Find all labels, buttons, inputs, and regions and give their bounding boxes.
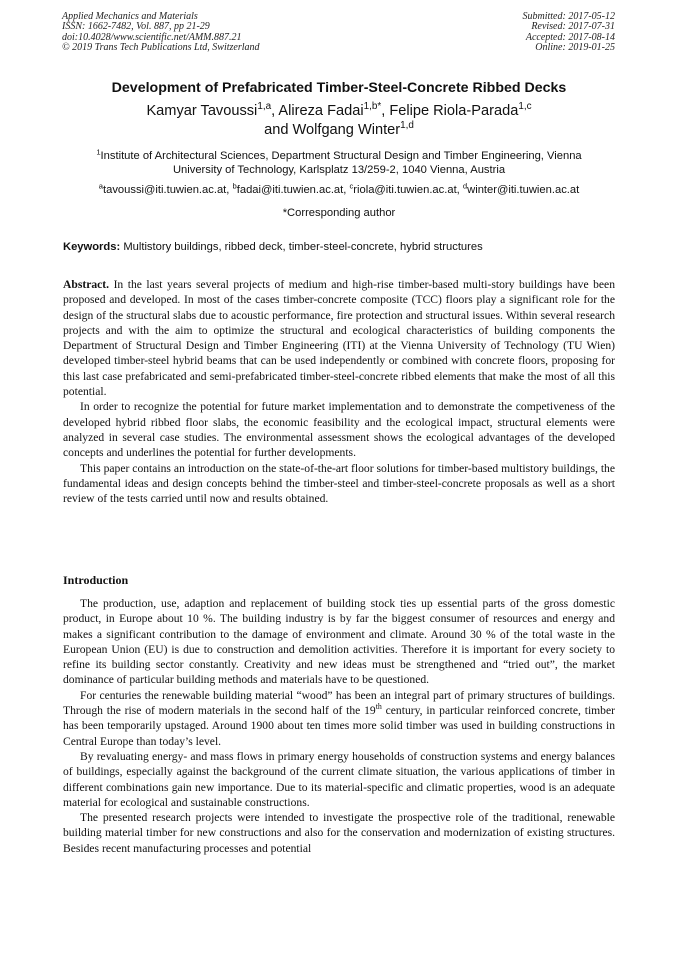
abstract [63, 277, 615, 506]
email-d[interactable]: winter@iti.tuwien.ac.at [467, 184, 580, 196]
date-online: Online: 2019-01-25 [535, 41, 615, 53]
journal-copyright: © 2019 Trans Tech Publications Ltd, Switzerland [62, 41, 260, 53]
affiliation [50, 149, 628, 177]
keywords-text: Multistory buildings, ribbed deck, timber-steel-concrete, hybrid structures [123, 241, 483, 253]
author-4-affil: 1,d [400, 120, 414, 132]
author-and: and [264, 122, 289, 138]
intro-p2-part-a: For centuries the renewable building material “wood” has been an integral part of primary structures of buildings. Through the rise of modern materials in the second half of the 19 [63, 688, 615, 718]
intro-paragraph-2 [63, 688, 615, 749]
introduction-body [63, 596, 615, 856]
email-a[interactable]: tavoussi@iti.tuwien.ac.at, [103, 184, 230, 196]
email-d-marker: d [462, 181, 468, 191]
abstract-p1-text: In the last years several projects of medium and high-rise timber-based multi-story buildings have been proposed and developed. In most of the cases timber-concrete composite (TCC) floors play a significant role for the design of the structural slabs due to acoustic performance, fire protection and structural issues. Within several research projects and with the aim to optimize the structural and ecological characteristics of building components the Department of Structural Design and Timber Engineering (ITI) at the Vienna University of Technology (TU Wien) developed timber-steel hybrid beams that can be used independently or combined with concrete floors, proposing for this last case prefabricated and semi-prefabricated timber-steel-concrete ribbed elements that make the most of all this potential. [63, 278, 615, 399]
affiliation-line-1: Institute of Architectural Sciences, Department Structural Design and Timber Engineering, Vienna [100, 150, 582, 162]
intro-paragraph-1: The production, use, adaption and replacement of building stock ties up essential parts of the gross domestic product, in Europe about 10 %. The building industry is by far the biggest consumer of resources and energy and makes a significant contribution to the damage of environment and climate. Around 30 % of the total waste in the European Union (EU) is due to construction and demolition activities. Therefore it is important for every society to refine its building sector constantly. Creativity and new ideas must be strengthened and “tried out”, the market dominance of particular building methods and materials have to be questioned. [63, 597, 615, 687]
author-3: Felipe Riola-Parada [389, 103, 519, 119]
author-1-affil: 1,a [257, 101, 272, 113]
abstract-label: Abstract. [63, 278, 110, 291]
journal-name: Applied Mechanics and Materials [62, 11, 198, 22]
introduction-heading: Introduction [63, 573, 129, 587]
keywords [63, 241, 615, 253]
intro-paragraph-4: The presented research projects were intended to investigate the prospective role of the traditional, renewable building material timber for new constructions and also for the conservation and modernization of existing structures. Besides recent manufacturing processes and potential [63, 811, 615, 855]
date-submitted: Submitted: 2017-05-12 [522, 11, 615, 22]
keywords-label: Keywords: [63, 241, 121, 253]
email-c-marker: c [349, 181, 354, 191]
affiliation-number: 1 [96, 147, 101, 157]
paper-title: Development of Prefabricated Timber-Steel-Concrete Ribbed Decks [111, 80, 567, 96]
email-c[interactable]: riola@iti.tuwien.ac.at, [353, 184, 460, 196]
date-revised: Revised: 2017-07-31 [531, 21, 615, 33]
journal-doi: doi:10.4028/www.scientific.net/AMM.887.21 [62, 31, 242, 43]
email-b[interactable]: fadai@iti.tuwien.ac.at, [236, 184, 347, 196]
date-accepted: Accepted: 2017-08-14 [525, 31, 615, 43]
author-list: Kamyar Tavoussi$^{1,a}$, Alireza Fadai$^{1,b*}$, Felipe Riola-Parada$^{1,c}$ and Wolfgang Winter$^{1,d}$ [146, 101, 532, 138]
author-2: Alireza Fadai [278, 103, 364, 119]
journal-issn: ISSN: 1662-7482, Vol. 887, pp 21-29 [62, 21, 210, 33]
author-3-affil: 1,c [518, 101, 532, 113]
abstract-paragraph-2: In order to recognize the potential for future market implementation and to demonstrate the competiveness of the developed hybrid ribbed floor slabs, the economic feasibility and the ecological impact, structural elements were analyzed in several case studies. The environmental assessment shows the ecological advantages of the developed concepts and underlines the potential for further developments. [63, 400, 615, 460]
abstract-paragraph-3: This paper contains an introduction on the state-of-the-art floor solutions for timber-based multistory buildings, the fundamental ideas and design concepts behind the timber-steel and timber-steel-concrete proposals as well as a short review of the tests carried until now and results obtained. [63, 461, 615, 506]
author-2-affil: 1,b* [363, 101, 382, 113]
corresponding-author-note: *Corresponding author [282, 207, 396, 219]
submission-dates [523, 12, 616, 53]
intro-p2-ordinal: th [375, 702, 382, 712]
author-1: Kamyar Tavoussi [146, 103, 258, 119]
affiliation-line-2: University of Technology, Karlsplatz 13/259-2, 1040 Vienna, Austria [172, 164, 506, 176]
email-list [20, 181, 658, 196]
intro-paragraph-3: By revaluating energy- and mass flows in primary energy households of construction systems and energy balances of buildings, especially against the background of the current climate situation, the various applications of timber in different combinations gain new importance. Due to its material-specific and climatic properties, wood is an adequate material for ecological and sustainable constructions. [63, 749, 615, 809]
author-4: Wolfgang Winter [292, 122, 401, 138]
email-b-marker: b [232, 181, 237, 191]
journal-info [62, 12, 260, 53]
email-a-marker: a [98, 181, 103, 191]
abstract-paragraph-1 [63, 277, 615, 399]
intro-p2-part-b: century, in particular reinforced concrete, timber has been temporarily upstaged. Around 1900 about ten times more solid timber was used in building constructions in Central Europe than today’s level. [63, 704, 615, 748]
